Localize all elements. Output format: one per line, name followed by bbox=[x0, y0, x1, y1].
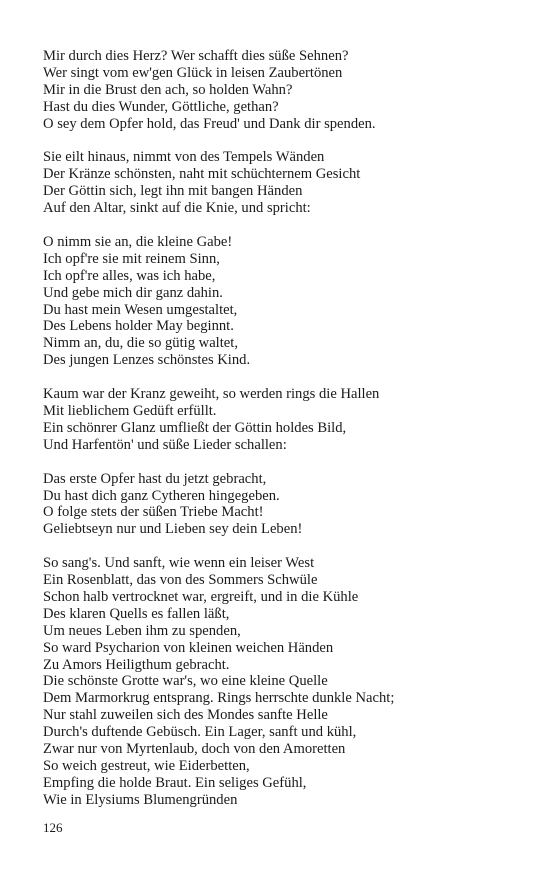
verse-line: Durch's duftende Gebüsch. Ein Lager, sanft und kühl, bbox=[43, 724, 357, 741]
verse-line: Du hast mein Wesen umgestaltet, bbox=[43, 301, 238, 318]
verse-line: Zwar nur von Myrtenlaub, doch von den Amoretten bbox=[43, 741, 346, 758]
verse-line: So ward Psycharion von kleinen weichen Händen bbox=[43, 639, 334, 656]
verse-line: Des klaren Quells es fallen läßt, bbox=[43, 605, 230, 622]
verse-line: Mir durch dies Herz? Wer schafft dies süße Sehnen? bbox=[43, 48, 349, 64]
verse-line: Wie in Elysiums Blumengründen bbox=[43, 791, 238, 808]
verse-line: Des jungen Lenzes schönstes Kind. bbox=[43, 352, 251, 369]
verse-line: Geliebtseyn nur und Lieben sey dein Leben! bbox=[43, 521, 303, 538]
verse-line: Der Göttin sich, legt ihn mit bangen Händen bbox=[43, 183, 303, 200]
verse-line: So sang's. Und sanft, wie wenn ein leiser West bbox=[43, 555, 315, 572]
stanza-6 bbox=[43, 555, 523, 809]
verse-line: Kaum war der Kranz geweiht, so werden rings die Hallen bbox=[43, 386, 380, 403]
verse-line: Nimm an, du, die so gütig waltet, bbox=[43, 335, 238, 352]
stanza-2 bbox=[43, 149, 523, 217]
verse-line: Zu Amors Heiligthum gebracht. bbox=[43, 656, 230, 673]
verse-line: Und Harfentön' und süße Lieder schallen: bbox=[43, 436, 287, 453]
verse-line: Schon halb vertrocknet war, ergreift, und in die Kühle bbox=[43, 588, 359, 605]
verse-line: So weich gestreut, wie Eiderbetten, bbox=[43, 757, 250, 774]
page-number: 126 bbox=[43, 820, 63, 835]
verse-line: Dem Marmorkrug entsprang. Rings herrschte dunkle Nacht; bbox=[43, 690, 395, 707]
verse-line: O nimm sie an, die kleine Gabe! bbox=[43, 233, 233, 250]
verse-line: Ein Rosenblatt, das von des Sommers Schwüle bbox=[43, 572, 318, 589]
stanza-1 bbox=[43, 48, 523, 133]
verse-line: Mir in die Brust den ach, so holden Wahn? bbox=[43, 81, 293, 98]
verse-line: Mit lieblichem Gedüft erfüllt. bbox=[43, 402, 217, 419]
verse-line: Auf den Altar, sinkt auf die Knie, und spricht: bbox=[43, 200, 311, 217]
verse-line: Des Lebens holder May beginnt. bbox=[43, 318, 234, 335]
verse-line: Ich opf're sie mit reinem Sinn, bbox=[43, 250, 220, 267]
verse-line: Die schönste Grotte war's, wo eine kleine Quelle bbox=[43, 673, 328, 690]
verse-line: Ein schönrer Glanz umfließt der Göttin holdes Bild, bbox=[43, 419, 347, 436]
verse-line: Der Kränze schönsten, naht mit schüchternem Gesicht bbox=[43, 166, 361, 183]
stanza-4 bbox=[43, 386, 523, 454]
verse-line: O folge stets der süßen Triebe Macht! bbox=[43, 504, 264, 521]
verse-line: Hast du dies Wunder, Göttliche, gethan? bbox=[43, 98, 279, 115]
verse-line: Sie eilt hinaus, nimmt von des Tempels Wänden bbox=[43, 149, 325, 166]
verse-line: Um neues Leben ihm zu spenden, bbox=[43, 622, 241, 639]
verse-line: O sey dem Opfer hold, das Freud' und Dank dir spenden. bbox=[43, 115, 376, 132]
verse-line: Nur stahl zuweilen sich des Mondes sanfte Helle bbox=[43, 707, 328, 724]
verse-line: Und gebe mich dir ganz dahin. bbox=[43, 284, 223, 301]
verse-line: Das erste Opfer hast du jetzt gebracht, bbox=[43, 470, 267, 487]
verse-line: Du hast dich ganz Cytheren hingegeben. bbox=[43, 487, 280, 504]
stanza-3 bbox=[43, 234, 523, 369]
poem-text bbox=[43, 48, 523, 826]
verse-line: Empfing die holde Braut. Ein seliges Gefühl, bbox=[43, 774, 307, 791]
verse-line: Ich opf're alles, was ich habe, bbox=[43, 267, 216, 284]
verse-line: Wer singt vom ew'gen Glück in leisen Zaubertönen bbox=[43, 64, 343, 81]
stanza-5 bbox=[43, 471, 523, 539]
